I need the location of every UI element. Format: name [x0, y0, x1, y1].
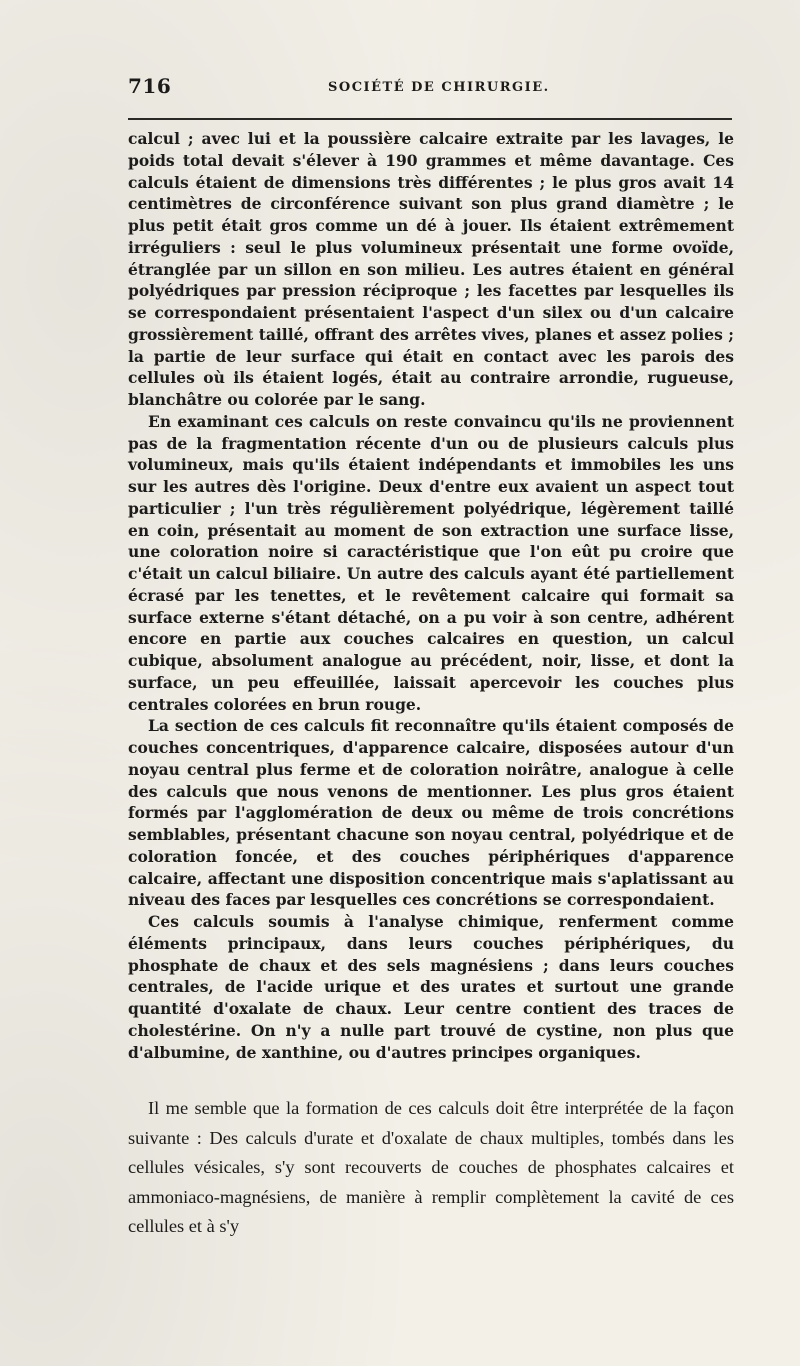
page-header: [128, 74, 734, 104]
paragraph-interpretation: Il me semble que la formation de ces calculs doit être interprétée de la façon suivante : Des calculs d'urate et d'oxalate de chaux multiples, tombés dans les cellules vésicales, s'y sont recouverts de couches de phosphates calcaires et ammoniaco-magnésiens, de manière à remplir complètement la cavité de ces cellules et à s'y: [128, 1098, 734, 1236]
paragraph-examination: En examinant ces calculs on reste convaincu qu'ils ne proviennent pas de la fragmentation récente d'un ou de plusieurs calculs plus volumineux, mais qu'ils étaient indépendants et immobiles les uns sur les autres dès l'origine. Deux d'entre eux avaient un aspect tout particulier ; l'un très régulièrement polyédrique, légèrement taillé en coin, présentait au moment de son extraction une surface lisse, une coloration noire si caractéristique que l'on eût pu croire que c'était un calcul biliaire. Un autre des calculs ayant été partiellement écrasé par les tenettes, et le revêtement calcaire qui formait sa surface externe s'étant détaché, on a pu voir à son centre, adhérent encore en partie aux couches calcaires en question, un calcul cubique, absolument analogue au précédent, noir, lisse, et dont la surface, un peu effeuillée, laissait apercevoir les couches plus centrales colorées en brun rouge.: [128, 411, 734, 714]
paragraph-chemical-analysis: Ces calculs soumis à l'analyse chimique, renferment comme éléments principaux, dans leurs couches périphériques, du phosphate de chaux et des sels magnésiens ; dans leurs couches centrales, de l'acide urique et des urates et surtout une grande quantité d'oxalate de chaux. Leur centre contient des traces de cholestérine. On n'y a nulle part trouvé de cystine, non plus que d'albumine, de xanthine, ou d'autres principes organiques.: [128, 912, 734, 1062]
report-text: [128, 128, 734, 1063]
running-head: SOCIÉTÉ DE CHIRURGIE.: [328, 80, 550, 95]
page-number: 716: [128, 74, 172, 98]
discussion-text: [128, 1094, 734, 1242]
paragraph-calculs-description: calcul ; avec lui et la poussière calcaire extraite par les lavages, le poids total devait s'élever à 190 grammes et même davantage. Ces calculs étaient de dimensions très différentes ; le plus gros avait 14 centimètres de circonférence suivant son plus grand diamètre ; le plus petit était gros comme un dé à jouer. Ils étaient extrêmement irréguliers : seul le plus volumineux présentait une forme ovoïde, étranglée par un sillon en son milieu. Les autres étaient en général polyédriques par pression réciproque ; les facettes par lesquelles ils se correspondaient présentaient l'aspect d'un silex ou d'un calcaire grossièrement taillé, offrant des arrêtes vives, planes et assez polies ; la partie de leur surface qui était en contact avec les parois des cellules où ils étaient logés, était au contraire arrondie, rugueuse, blanchâtre ou colorée par le sang.: [128, 129, 734, 409]
paragraph-section: La section de ces calculs fit reconnaître qu'ils étaient composés de couches concentriques, d'apparence calcaire, disposées autour d'un noyau central plus ferme et de coloration noirâtre, analogue à celle des calculs que nous venons de mentionner. Les plus gros étaient formés par l'agglomération de deux ou même de trois concrétions semblables, présentant chacune son noyau central, polyédrique et de coloration foncée, et des couches périphériques d'apparence calcaire, affectant une disposition concentrique mais s'aplatissant au niveau des faces par lesquelles ces concrétions se correspondaient.: [128, 716, 734, 910]
header-rule: [128, 118, 732, 120]
